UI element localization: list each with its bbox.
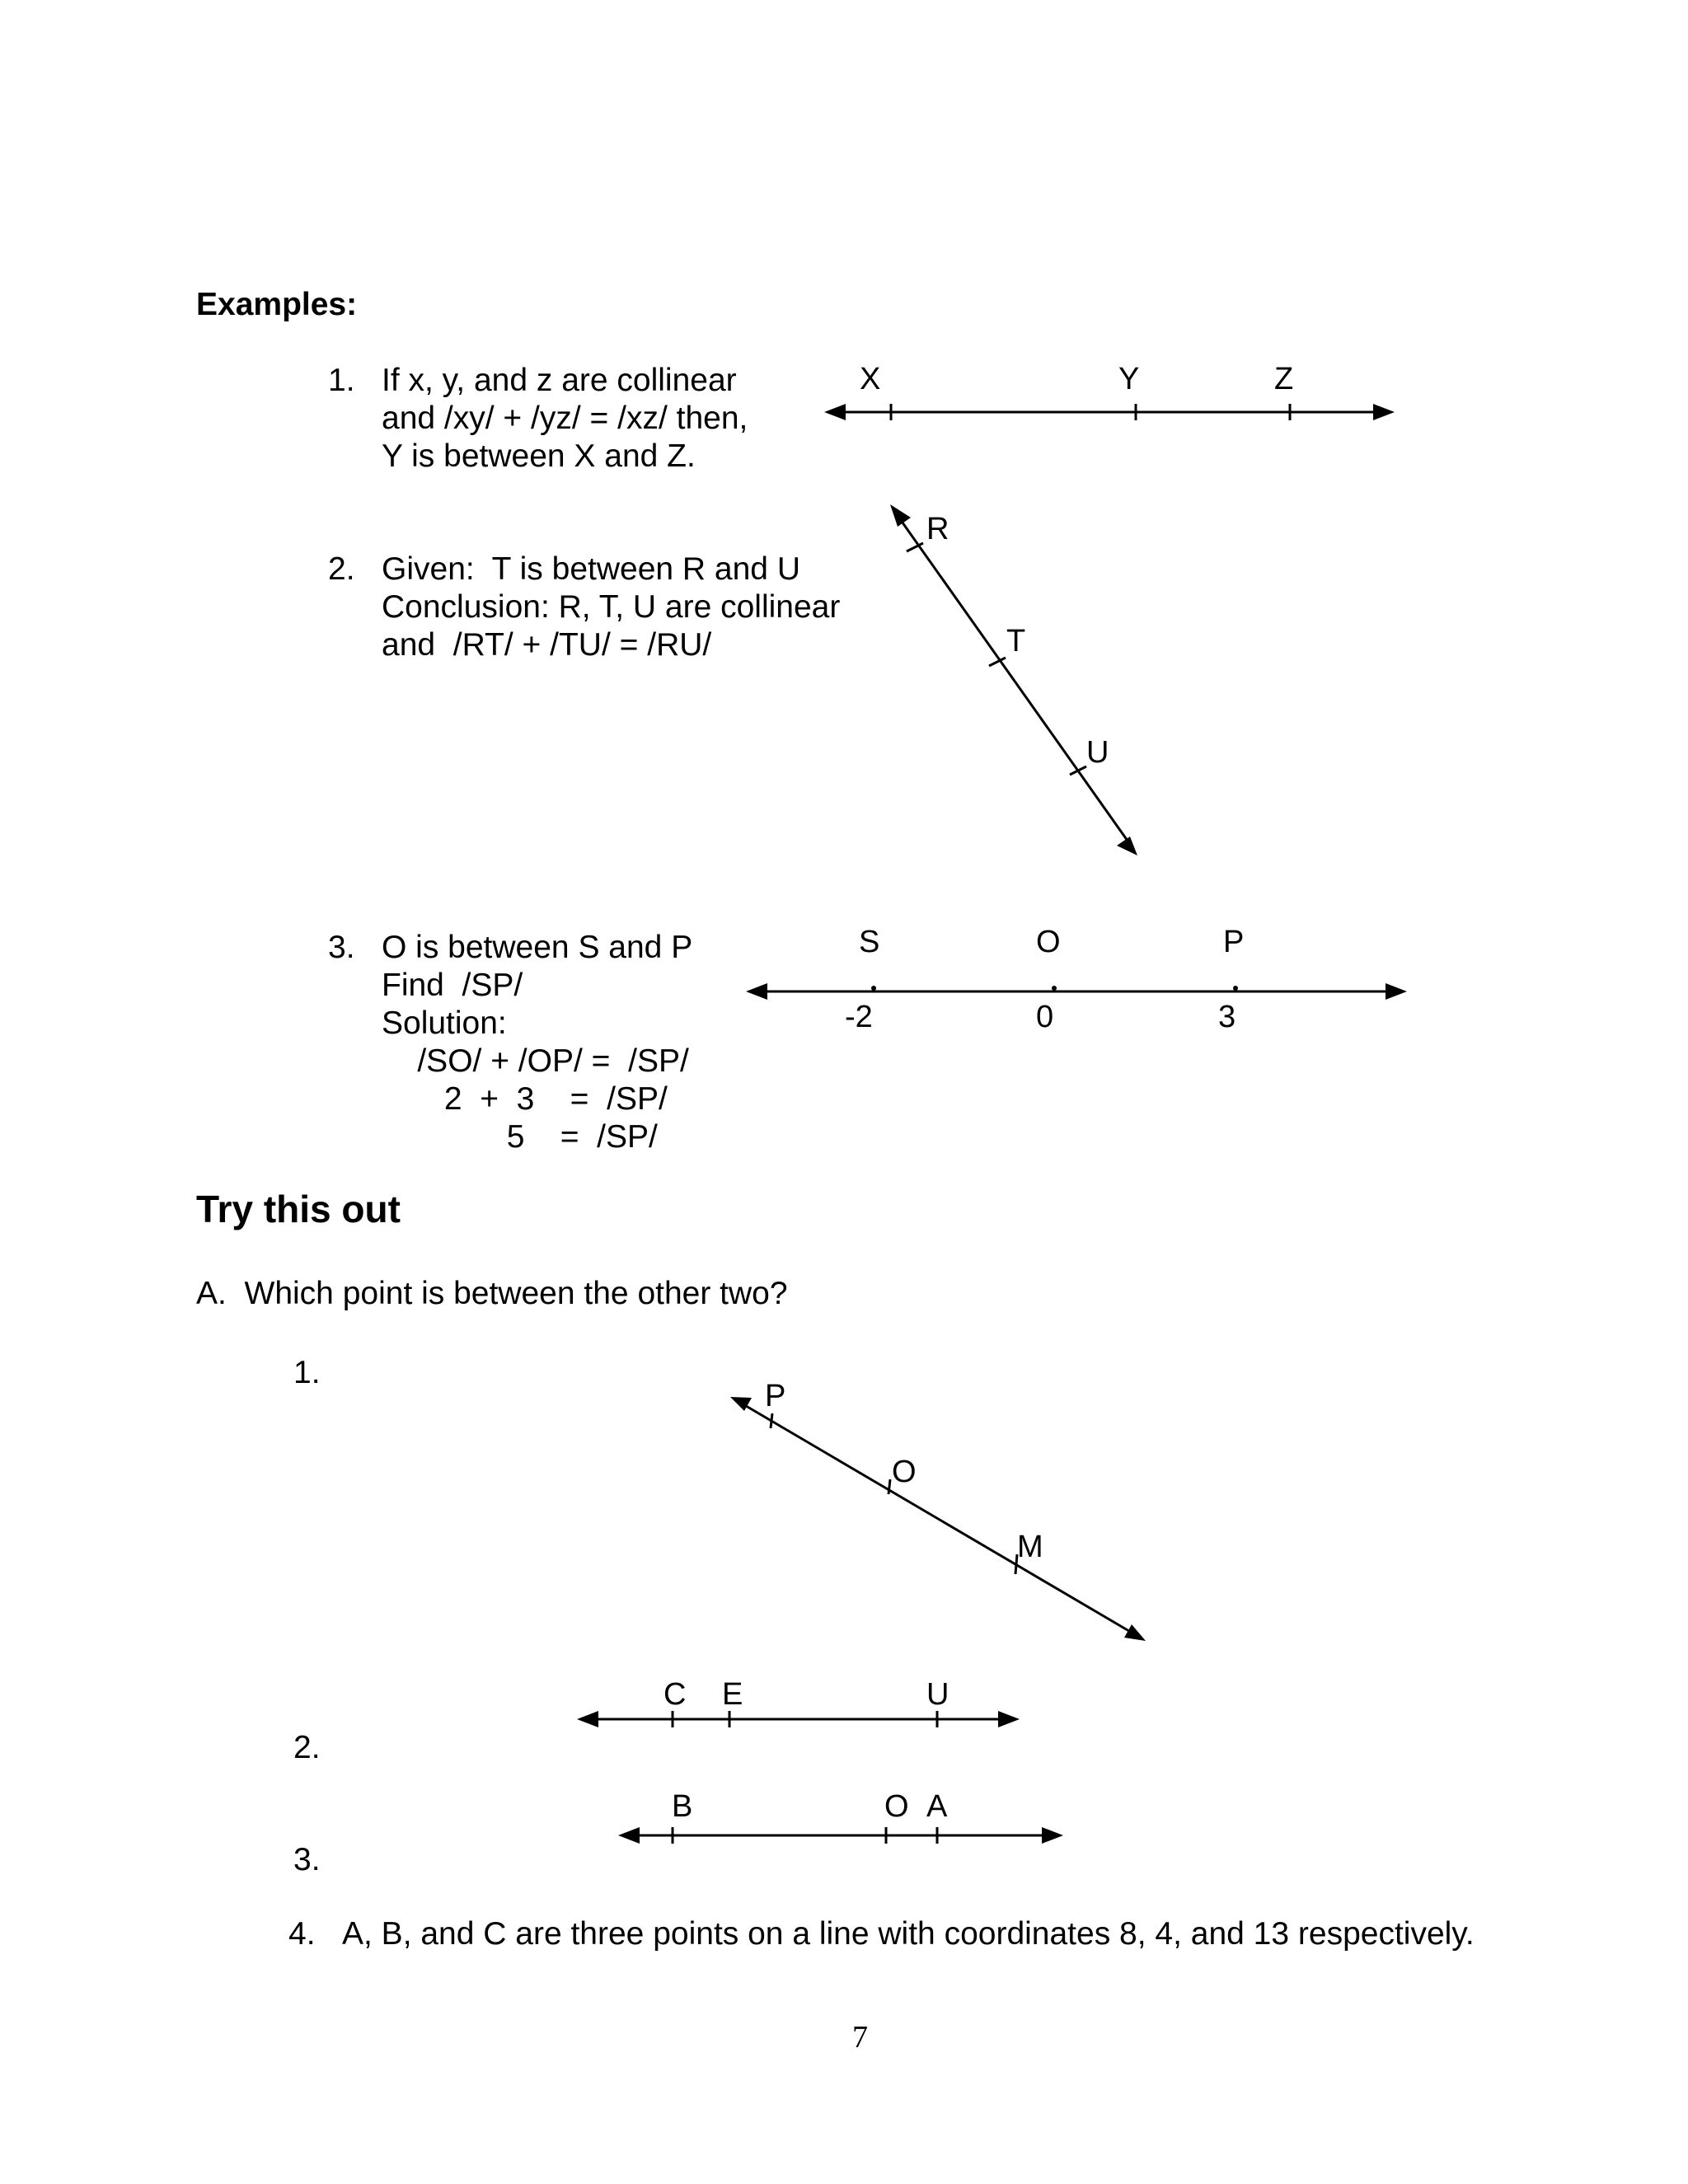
example-3-line-4: /SO/ + /OP/ = /SP/ <box>382 1043 689 1079</box>
example-2-line-2: Conclusion: R, T, U are collinear <box>382 589 841 625</box>
question-1-line-figure <box>730 1397 1146 1641</box>
label-u: U <box>1086 735 1109 770</box>
q2-label-e: E <box>722 1677 743 1712</box>
dot-o <box>1052 986 1057 991</box>
example-2-number: 2. <box>328 551 355 587</box>
tick-o <box>889 1479 890 1494</box>
example-1-number: 1. <box>328 363 355 398</box>
example-3-line-figure <box>746 983 1407 1000</box>
example-1-line-1: If x, y, and z are collinear <box>382 363 737 398</box>
question-2-number: 2. <box>293 1730 321 1765</box>
example-1-line-2: and /xy/ + /yz/ = /xz/ then, <box>382 401 748 436</box>
page-number: 7 <box>852 2020 868 2055</box>
label-x: X <box>860 362 881 396</box>
tick-p <box>771 1413 772 1428</box>
coord-p: 3 <box>1218 1000 1236 1034</box>
example-3-line-1: O is between S and P <box>382 930 693 965</box>
q1-label-m: M <box>1017 1530 1043 1564</box>
example-1-line-3: Y is between X and Z. <box>382 438 696 474</box>
label-y: Y <box>1118 362 1140 396</box>
q1-label-o: O <box>892 1455 917 1489</box>
question-1-number: 1. <box>293 1355 321 1390</box>
q3-label-a: A <box>926 1789 948 1824</box>
example-3-line-6: 5 = /SP/ <box>382 1119 658 1155</box>
question-3-number: 3. <box>293 1842 321 1877</box>
label-s: S <box>859 925 880 959</box>
question-4-number: 4. <box>288 1916 316 1952</box>
example-3-number: 3. <box>328 930 355 965</box>
try-this-out-heading: Try this out <box>196 1188 401 1230</box>
coord-s: -2 <box>845 1000 873 1034</box>
q2-label-u: U <box>926 1677 950 1712</box>
dot-p <box>1233 986 1238 991</box>
example-1-line-figure <box>824 404 1395 420</box>
label-p: P <box>1223 925 1245 959</box>
q2-label-c: C <box>663 1677 687 1712</box>
example-3-line-3: Solution: <box>382 1005 507 1041</box>
label-o: O <box>1036 925 1061 959</box>
question-4-text: A, B, and C are three points on a line with coordinates 8, 4, and 13 respectively. <box>342 1916 1475 1952</box>
q1-label-p: P <box>765 1379 786 1413</box>
label-z: Z <box>1274 362 1294 396</box>
label-r: R <box>926 512 950 546</box>
coord-o: 0 <box>1036 1000 1054 1034</box>
example-3-line-2: Find /SP/ <box>382 968 523 1003</box>
example-2-line-1: Given: T is between R and U <box>382 551 800 587</box>
question-3-line-figure <box>618 1827 1063 1844</box>
example-2-line-3: and /RT/ + /TU/ = /RU/ <box>382 627 712 663</box>
question-2-line-figure <box>577 1711 1020 1727</box>
tick-u <box>1070 766 1086 775</box>
label-t: T <box>1006 624 1026 658</box>
example-2-line-figure <box>890 504 1137 855</box>
example-3-line-5: 2 + 3 = /SP/ <box>382 1081 668 1117</box>
dot-s <box>871 986 876 991</box>
q3-label-o: O <box>884 1789 909 1824</box>
examples-heading: Examples: <box>196 287 358 322</box>
part-a-prompt: A. Which point is between the other two? <box>196 1276 788 1311</box>
q3-label-b: B <box>672 1789 693 1824</box>
